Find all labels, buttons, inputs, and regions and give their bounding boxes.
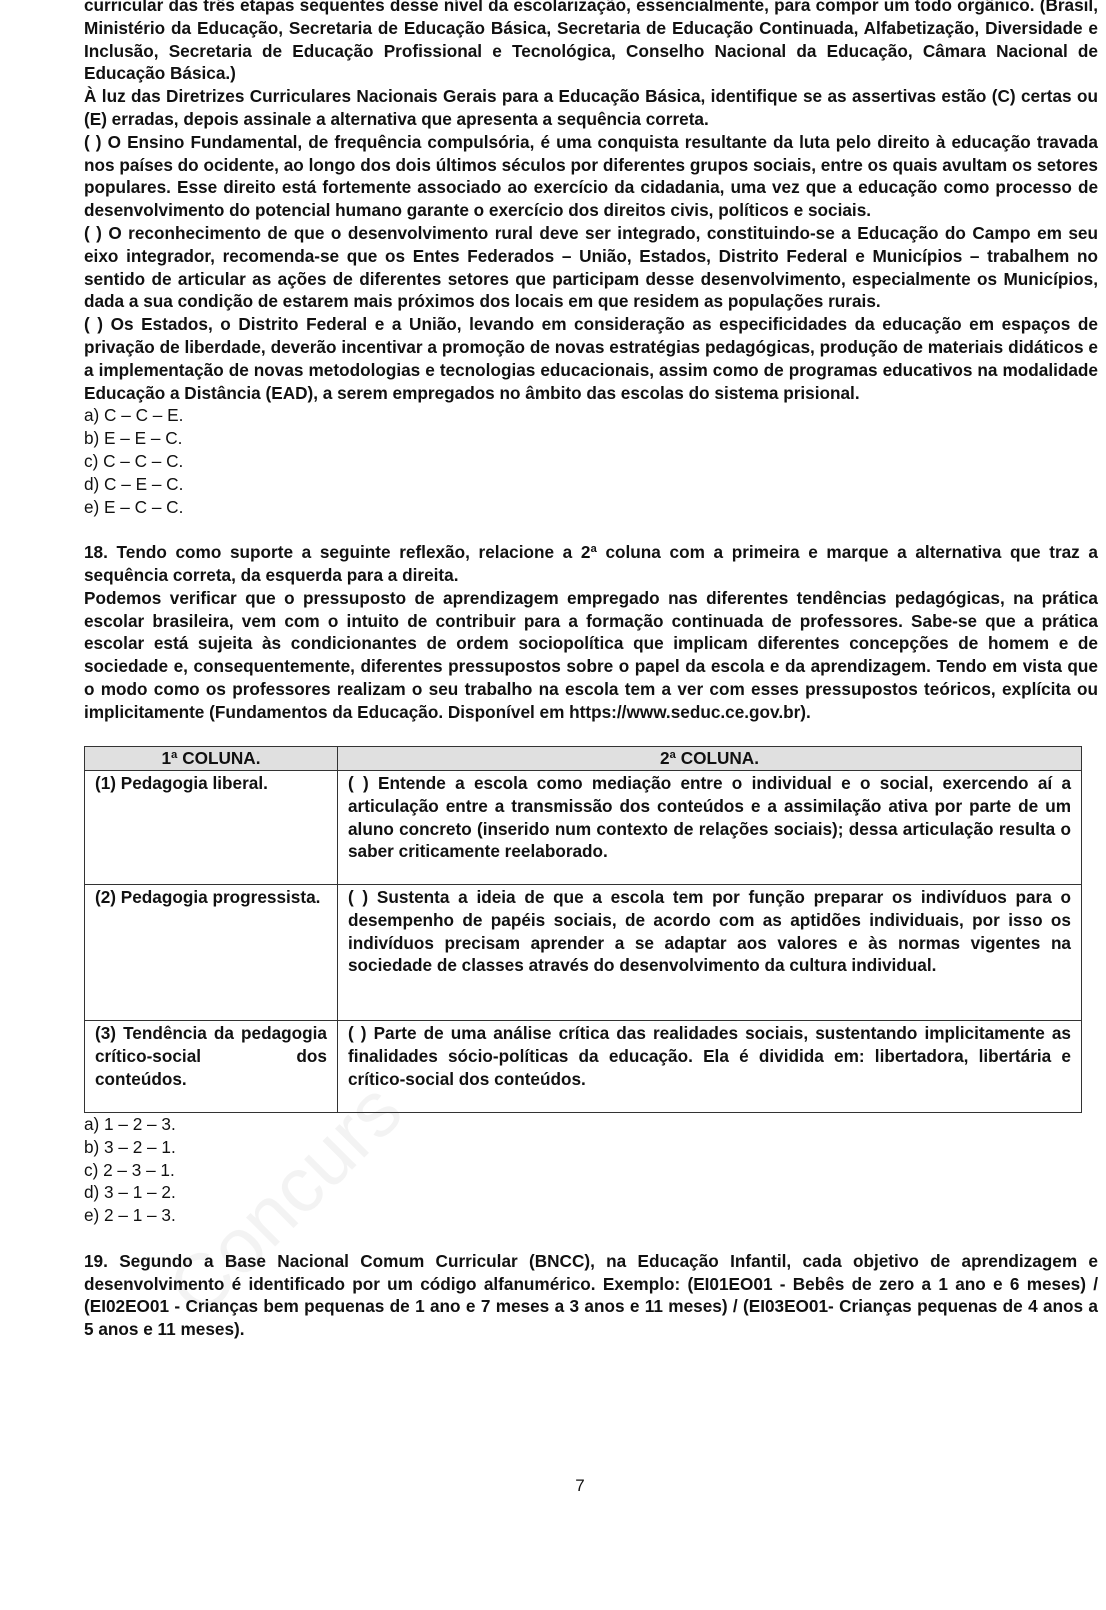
- q17-option-e: e) E – C – C.: [84, 496, 184, 517]
- columns-table: [84, 746, 1082, 1113]
- q18-option-a: a) 1 – 2 – 3.: [84, 1114, 176, 1135]
- q17-option-c: c) C – C – C.: [84, 450, 184, 471]
- table-cell-left: (2) Pedagogia progressista.: [85, 885, 338, 1021]
- table-header-col2: 2ª COLUNA.: [338, 747, 1082, 771]
- q18-option-e: e) 2 – 1 – 3.: [84, 1205, 176, 1226]
- table-row: [85, 885, 1082, 1021]
- q17-option-a: a) C – C – E.: [84, 405, 184, 426]
- q18-statement: 18. Tendo como suporte a seguinte reflexão, relacione a 2ª coluna com a primeira e marque a alternativa que traz a sequência correta, da esquerda para a direita.: [84, 542, 1098, 585]
- table-cell-right: ( ) Parte de uma análise crítica das realidades sociais, sustentando implicitamente as finalidades sócio-políticas da educação. Ela é dividida em: libertadora, libertária e crítico-social dos conteúdos.: [338, 1021, 1082, 1113]
- table-cell-right: ( ) Sustenta a ideia de que a escola tem por função preparar os indivíduos para o desempenho de papéis sociais, de acordo com as aptidões individuais, por isso os indivíduos precisam aprender a se adaptar aos valores e às normas vigentes na sociedade de classes através do desenvolvimento da cultura individual.: [338, 885, 1082, 1021]
- table-cell-left: (1) Pedagogia liberal.: [85, 771, 338, 885]
- q17-assertion-2: ( ) O reconhecimento de que o desenvolvimento rural deve ser integrado, constituindo-se a Educação do Campo em seu eixo integrador, recomenda-se que os Entes Federados – União, Estados, Distrito Federal e Municípios – trabalhem no sentido de articular as ações de diferentes setores que participam desse desenvolvimento, especialmente os Municípios, dada a sua condição de estarem mais próximos dos locais em que residem as populações rurais.: [84, 222, 1098, 312]
- q18-option-d: d) 3 – 1 – 2.: [84, 1182, 176, 1203]
- table-header-col1: 1ª COLUNA.: [85, 747, 338, 771]
- q17-assertion-1: ( ) O Ensino Fundamental, de frequência compulsória, é uma conquista resultante da luta pelo direito à educação travada nos países do ocidente, ao longo dos dois últimos séculos por diferentes grupos sociais, entre os quais avultam os setores populares. Esse direito está fortemente associado ao exercício da cidadania, uma vez que a educação como processo de desenvolvimento do potencial humano garante o exercício dos direitos civis, políticos e sociais.: [84, 131, 1098, 221]
- q18-passage: Podemos verificar que o pressuposto de aprendizagem empregado nas diferentes tendências pedagógicas, na prática escolar brasileira, vem com o intuito de contribuir para a formação continuada de professores. Sabe-se que a prática escolar está sujeita às condicionantes de ordem sociopolítica que implicam diferentes concepções de homem e de sociedade e, consequentemente, diferentes pressupostos sobre o papel da escola e da aprendizagem. Tendo em vista que o modo como os professores realizam o seu trabalho na escola tem a ver com esses pressupostos teóricos, explícita ou implicitamente (Fundamentos da Educação. Disponível em https://www.seduc.ce.gov.br).: [84, 587, 1098, 722]
- q17-intro: curricular das três etapas sequentes desse nível da escolarização, essencialmente, para compor um todo orgânico. (Brasil, Ministério da Educação, Secretaria de Educação Básica, Secretaria de Educação Continuada, Alfabetização, Diversidade e Inclusão, Secretaria de Educação Profissional e Tecnológica, Conselho Nacional da Educação, Câmara Nacional de Educação Básica.): [84, 0, 1098, 84]
- q17-option-d: d) C – E – C.: [84, 473, 184, 494]
- table-row: [85, 1021, 1082, 1113]
- table-cell-left: (3) Tendência da pedagogia crítico-social dos conteúdos.: [85, 1021, 338, 1113]
- q18-option-c: c) 2 – 3 – 1.: [84, 1159, 175, 1180]
- q17-assertion-3: ( ) Os Estados, o Distrito Federal e a União, levando em consideração as especificidades da educação em espaços de privação de liberdade, deverão incentivar a promoção de novas estratégias pedagógicas, produção de materiais didáticos e a implementação de novas metodologias e tecnologias educacionais, assim como de programas educativos na modalidade Educação a Distância (EAD), a serem empregados no âmbito das escolas do sistema prisional.: [84, 314, 1098, 403]
- table-cell-right: ( ) Entende a escola como mediação entre o individual e o social, exercendo aí a articulação entre a transmissão dos conteúdos e a assimilação ativa por parte de um aluno concreto (inserido num contexto de relações sociais); dessa articulação resulta o saber criticamente reelaborado.: [338, 771, 1082, 885]
- q17-instruction: À luz das Diretrizes Curriculares Nacionais Gerais para a Educação Básica, identifique se as assertivas estão (C) certas ou (E) erradas, depois assinale a alternativa que apresenta a sequência correta.: [84, 86, 1098, 129]
- q18-option-b: b) 3 – 2 – 1.: [84, 1136, 176, 1157]
- document-page: [84, 0, 1098, 1341]
- page-number: 7: [575, 1476, 585, 1495]
- q19-statement: 19. Segundo a Base Nacional Comum Curricular (BNCC), na Educação Infantil, cada objetivo de aprendizagem e desenvolvimento é identificado por um código alfanumérico. Exemplo: (EI01EO01 - Bebês de zero a 1 ano e 6 meses) / (EI02EO01 - Crianças bem pequenas de 1 ano e 7 meses a 3 anos e 11 meses) / (EI03EO01- Crianças pequenas de 4 anos a 5 anos e 11 meses).: [84, 1250, 1098, 1340]
- q17-option-b: b) E – E – C.: [84, 428, 183, 449]
- table-row: [85, 771, 1082, 885]
